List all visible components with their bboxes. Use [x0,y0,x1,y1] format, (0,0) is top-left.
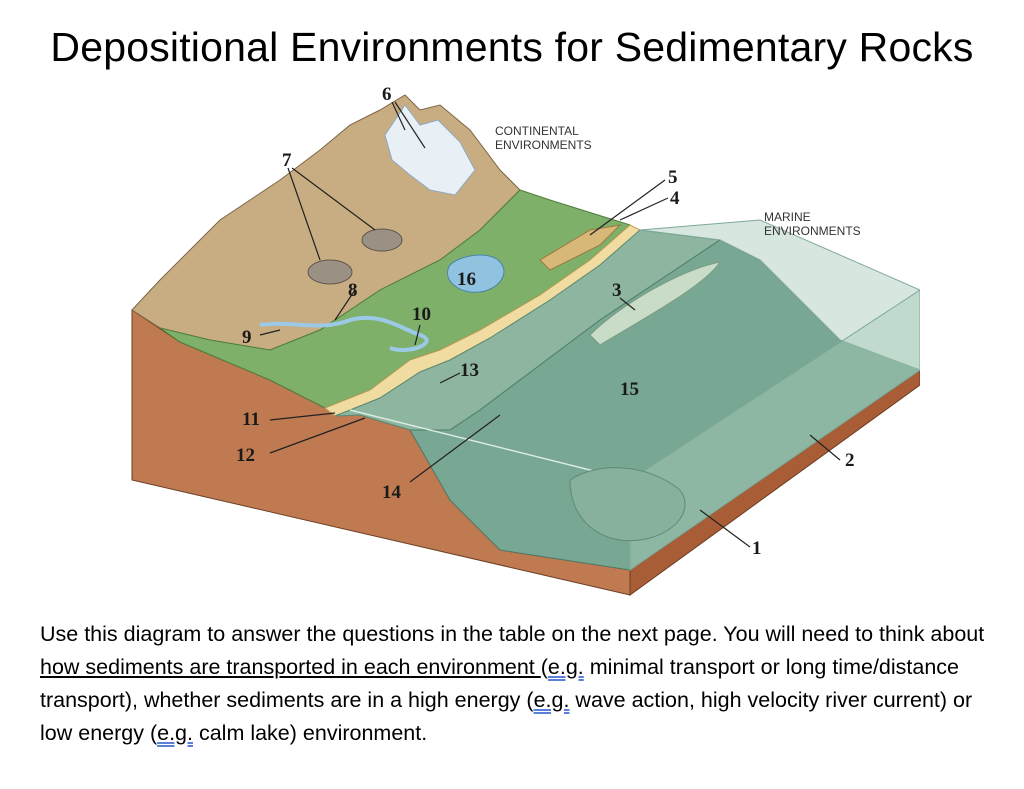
caption-text: calm lake) environment. [192,721,428,745]
label-11: 11 [242,409,260,430]
continental-environments-label: CONTINENTAL [495,124,579,138]
alluvial-fan-2 [362,229,402,251]
instructions-paragraph [40,618,1000,750]
caption-eg: e.g. [547,655,584,679]
label-3: 3 [612,280,622,301]
caption-eg: e.g. [533,688,570,712]
label-15: 15 [620,379,639,400]
page-title: Depositional Environments for Sedimentary Rocks [50,24,974,70]
label-6: 6 [382,84,392,105]
alluvial-fan-1 [308,260,352,284]
caption-text: Use this diagram to answer the questions in the table on the next page. You will need to think about [40,622,985,646]
marine-environments-label: ENVIRONMENTS [764,224,861,238]
caption-underlined-text: how sediments are transported in each environment [40,655,541,679]
depositional-environments-diagram [120,80,920,600]
marine-environments-label: MARINE [764,210,811,224]
label-1: 1 [752,538,762,559]
label-5: 5 [668,167,678,188]
caption-text: wave action, high velocity river current) or low energy ( [40,688,973,745]
caption-text: minimal transport or long time/distance transport), whether sediments are in a high energy ( [40,655,960,712]
label-7: 7 [282,150,292,171]
label-2: 2 [845,450,855,471]
label-13: 13 [460,360,479,381]
label-12: 12 [236,445,255,466]
label-4: 4 [670,188,680,209]
caption-text: ( [540,655,548,679]
label-14: 14 [382,482,401,503]
label-8: 8 [348,280,358,301]
continental-environments-label: ENVIRONMENTS [495,138,592,152]
label-9: 9 [242,327,252,348]
label-16: 16 [457,269,476,290]
caption-eg: e.g. [157,721,193,745]
label-10: 10 [412,304,431,325]
